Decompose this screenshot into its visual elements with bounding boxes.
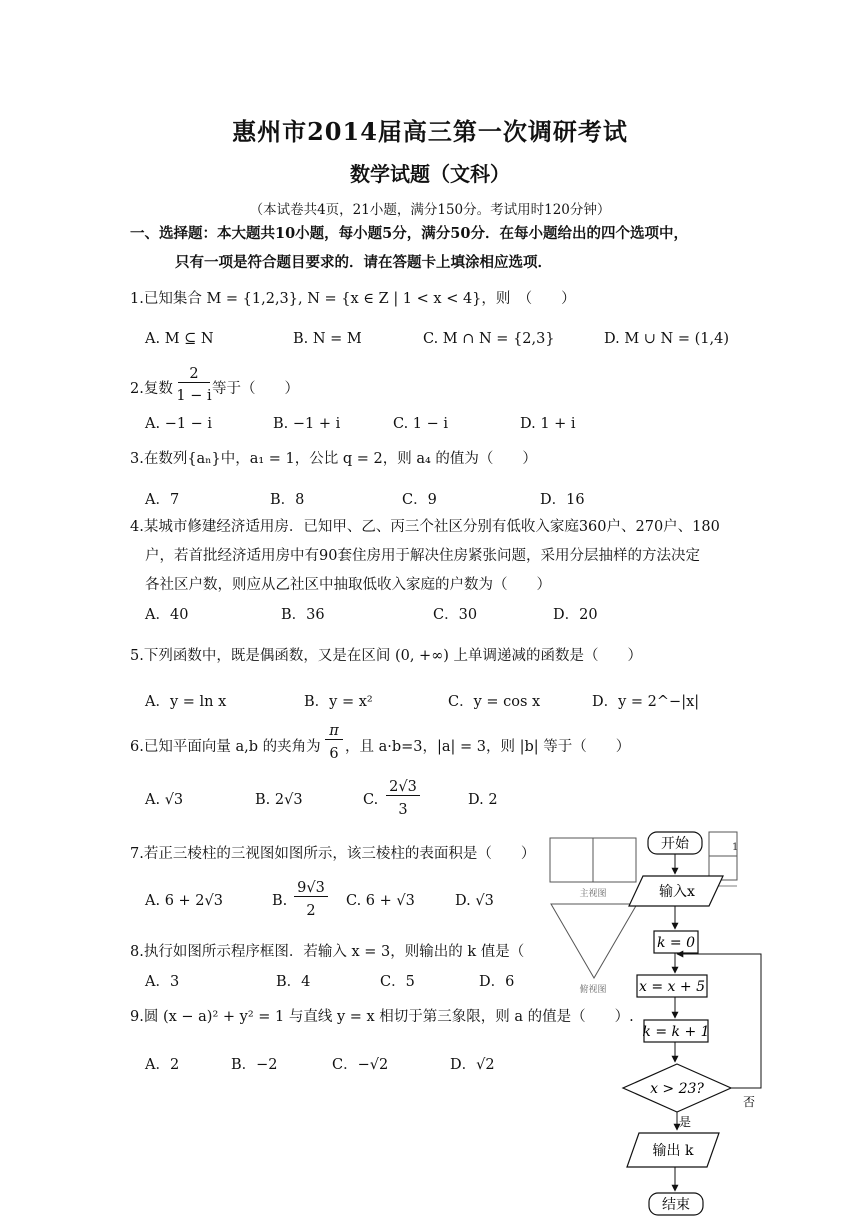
q1-option-a[interactable]: A. M ⊆ N: [145, 331, 214, 347]
flowchart-figure: [615, 828, 775, 1216]
question-6-stem-b: ，且 a·b=3，|a| = 3，则 |b| 等于（ ）: [345, 739, 631, 755]
question-4-line2: 户，若首批经济适用房中有90套住房用于解决住房紧张问题，采用分层抽样的方法决定: [145, 548, 700, 564]
dim-one-label: 1: [732, 842, 739, 853]
flow-yes-label: 是: [679, 1115, 692, 1129]
page-subtitle: 数学试题（文科）: [350, 162, 510, 186]
q6-frac-num: π: [325, 723, 343, 740]
section-heading-line1: 一、选择题：本大题共10小题，每小题5分，满分50分．在每小题给出的四个选项中，: [130, 225, 688, 242]
q7-option-b-den: 2: [306, 903, 316, 919]
q3-option-c[interactable]: C．9: [402, 492, 437, 508]
flow-init-label: k = 0: [656, 935, 696, 951]
q4-option-d[interactable]: D．20: [553, 607, 598, 623]
q7-option-d[interactable]: D. √3: [455, 893, 494, 909]
question-4-line3: 各社区户数，则应从乙社区中抽取低收入家庭的户数为（ ）: [145, 577, 551, 593]
question-3-stem: 3.在数列{aₙ}中，a₁ = 1，公比 q = 2，则 a₄ 的值为（ ）: [130, 451, 537, 467]
q7-option-b-num: 9√3: [294, 880, 328, 897]
q3-option-a[interactable]: A．7: [145, 492, 180, 508]
q9-option-a[interactable]: A．2: [145, 1057, 180, 1073]
q6-option-c[interactable]: C.: [363, 792, 379, 808]
exam-note: （本试卷共4页，21小题，满分150分。考试用时120分钟）: [249, 202, 611, 218]
flow-step2-label: k = k + 1: [642, 1024, 710, 1040]
flow-input-label: 输入x: [659, 884, 695, 900]
top-view-label: 俯视图: [579, 985, 607, 994]
q2-option-c[interactable]: C. 1 − i: [393, 416, 449, 432]
q9-option-b[interactable]: B．−2: [231, 1057, 278, 1073]
q4-option-a[interactable]: A．40: [145, 607, 189, 623]
q6-option-a[interactable]: A. √3: [145, 792, 184, 808]
question-5-stem: 5.下列函数中，既是偶函数，又是在区间 (0, +∞) 上单调递减的函数是（ ）: [130, 648, 643, 664]
flow-output-label: 输出 k: [652, 1143, 694, 1159]
q9-option-d[interactable]: D．√2: [450, 1057, 495, 1073]
q7-option-a[interactable]: A. 6 + 2√3: [145, 893, 223, 909]
q8-option-a[interactable]: A．3: [145, 974, 180, 990]
q2-frac-den: 1 − i: [176, 388, 212, 404]
q7-option-b[interactable]: B.: [272, 893, 288, 909]
q6-option-b[interactable]: B. 2√3: [255, 792, 303, 808]
q7-option-c[interactable]: C. 6 + √3: [346, 893, 415, 909]
q6-frac-den: 6: [329, 746, 339, 762]
q2-option-b[interactable]: B. −1 + i: [273, 416, 341, 432]
flow-condition-label: x > 23?: [650, 1081, 704, 1097]
q8-option-c[interactable]: C．5: [380, 974, 415, 990]
q4-option-b[interactable]: B．36: [281, 607, 325, 623]
q5-option-c[interactable]: C．y = cos x: [448, 694, 541, 710]
flow-step1-label: x = x + 5: [639, 979, 705, 995]
q6-option-d[interactable]: D. 2: [468, 792, 498, 808]
q6-option-c-den: 3: [398, 802, 408, 818]
q9-option-c[interactable]: C．−√2: [332, 1057, 389, 1073]
q1-option-b[interactable]: B. N = M: [293, 331, 362, 347]
front-view-label: 主视图: [579, 889, 607, 899]
question-4-line1: 4.某城市修建经济适用房．已知甲、乙、丙三个社区分别有低收入家庭360户、270户、180: [130, 519, 720, 535]
q5-option-a[interactable]: A．y = ln x: [145, 694, 227, 710]
q4-option-c[interactable]: C．30: [433, 607, 478, 623]
question-9-stem: 9.圆 (x − a)² + y² = 1 与直线 y = x 相切于第三象限，则 a 的值是（ ）.: [130, 1009, 634, 1025]
q1-option-c[interactable]: C. M ∩ N = {2,3}: [423, 331, 555, 347]
section-heading-line2: 只有一项是符合题目要求的．请在答题卡上填涂相应选项．: [175, 254, 552, 271]
page-title: 惠州市2014届高三第一次调研考试: [232, 117, 628, 146]
q2-option-d[interactable]: D. 1 + i: [520, 416, 576, 432]
question-7-stem: 7.若正三棱柱的三视图如图所示，该三棱柱的表面积是（ ）: [130, 846, 536, 862]
question-1-stem: 1.已知集合 M = {1,2,3}, N = {x ∈ Z | 1 < x < 4}，则 （ ）: [130, 291, 576, 307]
flow-no-label: 否: [743, 1095, 756, 1109]
q5-option-b[interactable]: B．y = x²: [304, 694, 373, 710]
q2-option-a[interactable]: A. −1 − i: [145, 416, 213, 432]
flow-end-label: 结束: [662, 1197, 690, 1213]
q5-option-d[interactable]: D．y = 2^−|x|: [592, 694, 700, 710]
q1-option-d[interactable]: D. M ∪ N = (1,4): [604, 331, 729, 347]
question-8-stem: 8.执行如图所示程序框图．若输入 x = 3，则输出的 k 值是（: [130, 944, 525, 960]
q3-option-d[interactable]: D．16: [540, 492, 585, 508]
q8-option-d[interactable]: D．6: [479, 974, 515, 990]
q3-option-b[interactable]: B．8: [270, 492, 305, 508]
question-6-stem-a: 6.已知平面向量 a,b 的夹角为: [130, 739, 321, 755]
question-2-stem-b: 等于（ ）: [212, 381, 299, 397]
q8-option-b[interactable]: B．4: [276, 974, 311, 990]
question-2-stem-a: 2.复数: [130, 381, 173, 397]
flow-start-label: 开始: [661, 836, 689, 852]
q6-option-c-num: 2√3: [386, 779, 420, 796]
q2-frac-num: 2: [178, 366, 210, 383]
